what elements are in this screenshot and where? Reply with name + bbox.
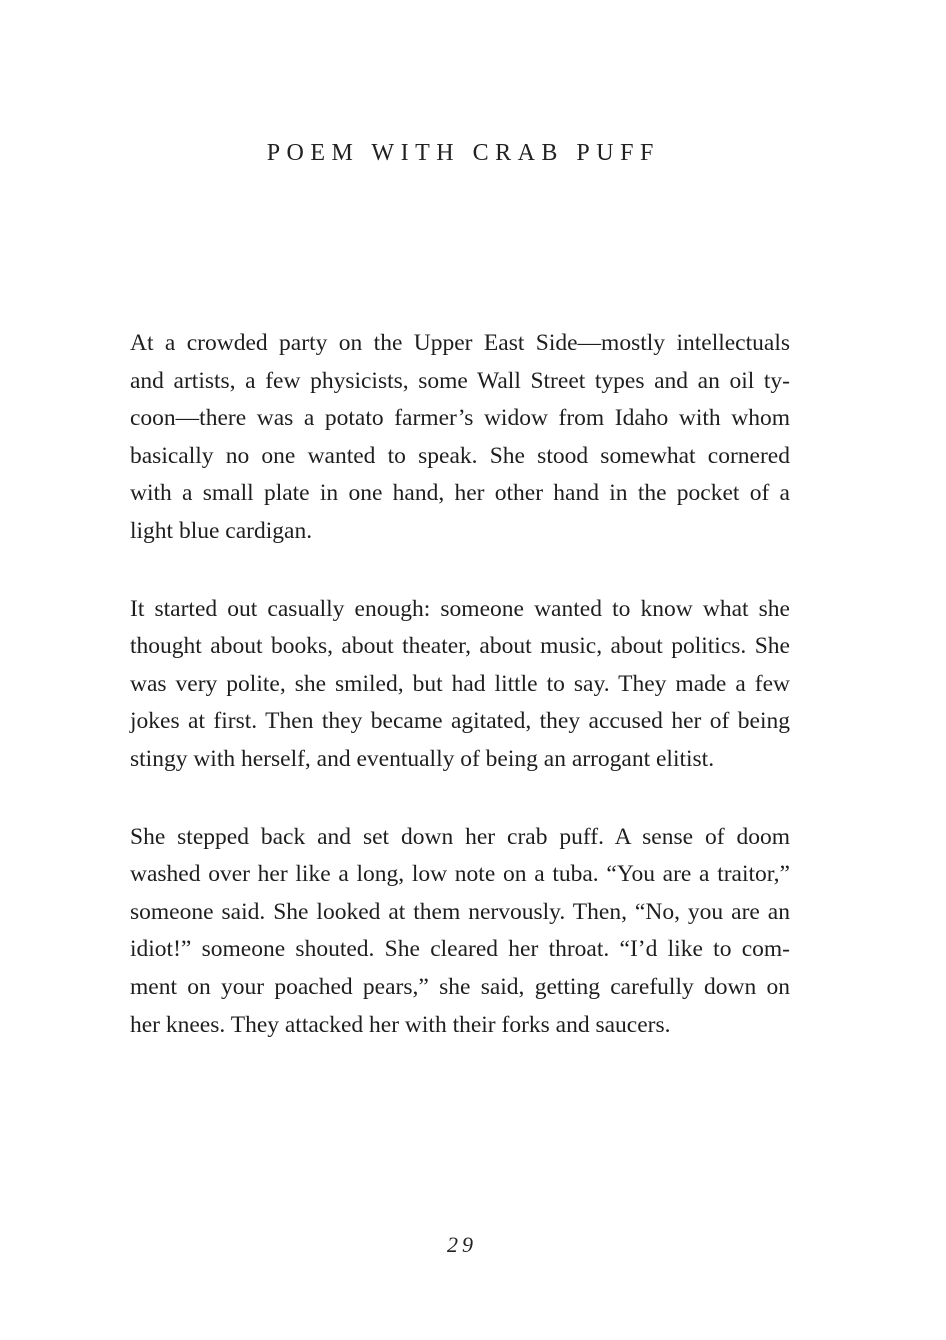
poem-line: At a crowded party on the Upper East Side—mostly intellectuals [130,330,790,356]
poem-line: It started out casually enough: someone wanted to know what she [130,595,790,622]
poem-line: She stepped back and set down her crab puff. A sense of doom [130,823,790,850]
poem-line: idiot!” someone shouted. She cleared her throat. “I’d like to com- [130,936,790,963]
poem-line: stingy with herself, and eventually of being an arrogant elitist. [130,745,715,772]
poem-line: washed over her like a long, low note on a tuba. “You are a traitor,” [130,861,790,888]
poem-line: and artists, a few physicists, some Wall Street types and an oil ty- [130,367,790,394]
page-number: 29 [447,1232,477,1257]
poem-line: basically no one wanted to speak. She stood somewhat cornered [130,442,790,469]
poem-line: ment on your poached pears,” she said, getting carefully down on [130,973,790,1000]
poem-line: light blue cardigan. [130,517,313,544]
poem-line: with a small plate in one hand, her other hand in the pocket of a [130,480,790,507]
poem-body [130,325,790,1084]
poem-line: someone said. She looked at them nervously. Then, “No, you are an [130,898,790,925]
paragraph-2 [130,591,790,779]
poem-line: her knees. They attacked her with their forks and saucers. [130,1011,671,1038]
poem-line: was very polite, she smiled, but had little to say. They made a few [130,670,790,697]
paragraph-3 [130,819,790,1045]
paragraph-1 [130,325,790,551]
poem-line: thought about books, about theater, about music, about politics. She [130,633,790,660]
poem-line: jokes at first. Then they became agitated, they accused her of being [130,708,790,735]
poem-line: coon—there was a potato farmer’s widow from Idaho with whom [130,405,790,432]
poem-title: POEM WITH CRAB PUFF [266,140,660,166]
